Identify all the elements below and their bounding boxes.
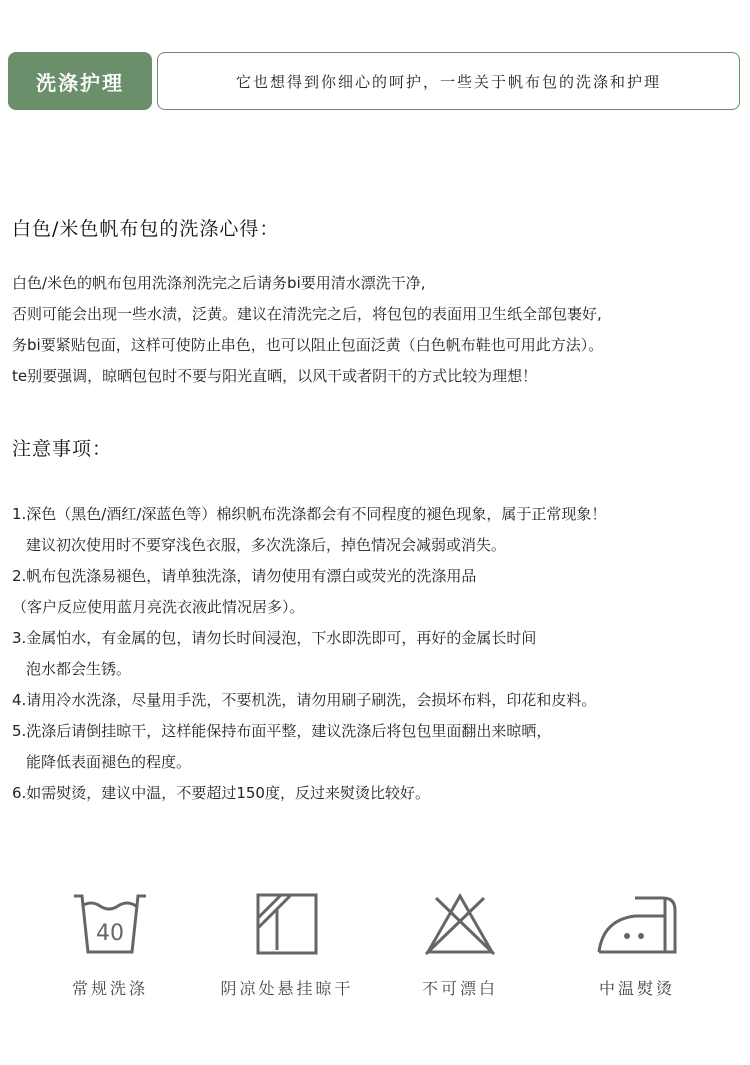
care-icon-dry xyxy=(202,890,372,999)
note-item-3: 3.金属怕水，有金属的包，请勿长时间浸泡，下水即洗即可，再好的金属长时间 xyxy=(12,629,537,647)
shade-drip-dry-icon xyxy=(253,890,321,958)
wash-40-icon xyxy=(70,890,150,958)
paragraph-line: te别要强调，晾晒包包时不要与阳光直晒，以风干或者阴干的方式比较为理想！ xyxy=(12,367,538,385)
note-item-6: 6.如需熨烫，建议中温，不要超过150度，反过来熨烫比较好。 xyxy=(12,784,430,802)
care-label-wash: 常规洗涤 xyxy=(71,979,148,998)
note-item-2: 2.帆布包洗涤易褪色，请单独洗涤，请勿使用有漂白或荧光的洗涤用品 xyxy=(12,567,477,585)
paragraph-line: 否则可能会出现一些水渍，泛黄。建议在清洗完之后，将包包的表面用卫生纸全部包裹好, xyxy=(12,305,602,323)
note-item-4: 4.请用冷水洗涤，尽量用手洗，不要机洗，请勿用刷子刷洗，会损坏布料，印花和皮料。 xyxy=(12,691,597,709)
note-item-1: 1.深色（黑色/酒红/深蓝色等）棉织帆布洗涤都会有不同程度的褪色现象，属于正常现象！ xyxy=(12,505,607,523)
notes-list xyxy=(12,499,606,809)
care-icons xyxy=(0,890,750,1010)
white-wash-title: 白色/米色帆布包的洗涤心得： xyxy=(12,218,280,240)
note-item-5-cont: 能降低表面褪色的程度。 xyxy=(26,753,192,771)
notes-title: 注意事项： xyxy=(12,438,113,460)
care-icon-bleach xyxy=(375,890,545,999)
care-icon-wash xyxy=(25,890,195,999)
white-wash-paragraph xyxy=(12,268,603,392)
care-label-iron: 中温熨烫 xyxy=(598,979,675,998)
paragraph-line: 白色/米色的帆布包用洗涤剂洗完之后请务bi要用清水漂洗干净, xyxy=(12,274,426,292)
iron-medium-icon xyxy=(595,890,679,958)
note-item-3-cont: 泡水都会生锈。 xyxy=(26,660,132,678)
section-badge: 洗涤护理 xyxy=(8,52,152,110)
note-item-5: 5.洗涤后请倒挂晾干，这样能保持布面平整，建议洗涤后将包包里面翻出来晾晒， xyxy=(12,722,552,740)
note-item-1-cont: 建议初次使用时不要穿浅色衣服，多次洗涤后，掉色情况会减弱或消失。 xyxy=(26,536,507,554)
paragraph-line: 务bi要紧贴包面，这样可使防止串色，也可以阻止包面泛黄（白色帆布鞋也可用此方法）。 xyxy=(12,336,604,354)
no-bleach-icon xyxy=(420,890,500,958)
section-tagline: 它也想得到你细心的呵护，一些关于帆布包的洗涤和护理 xyxy=(157,52,740,110)
care-label-dry: 阴凉处悬挂晾干 xyxy=(220,979,354,998)
care-label-bleach: 不可漂白 xyxy=(421,979,498,998)
care-icon-iron xyxy=(552,890,722,999)
note-item-2-cont: （客户反应使用蓝月亮洗衣液此情况居多）。 xyxy=(12,598,305,616)
wash-temp-text: 40 xyxy=(96,921,124,946)
